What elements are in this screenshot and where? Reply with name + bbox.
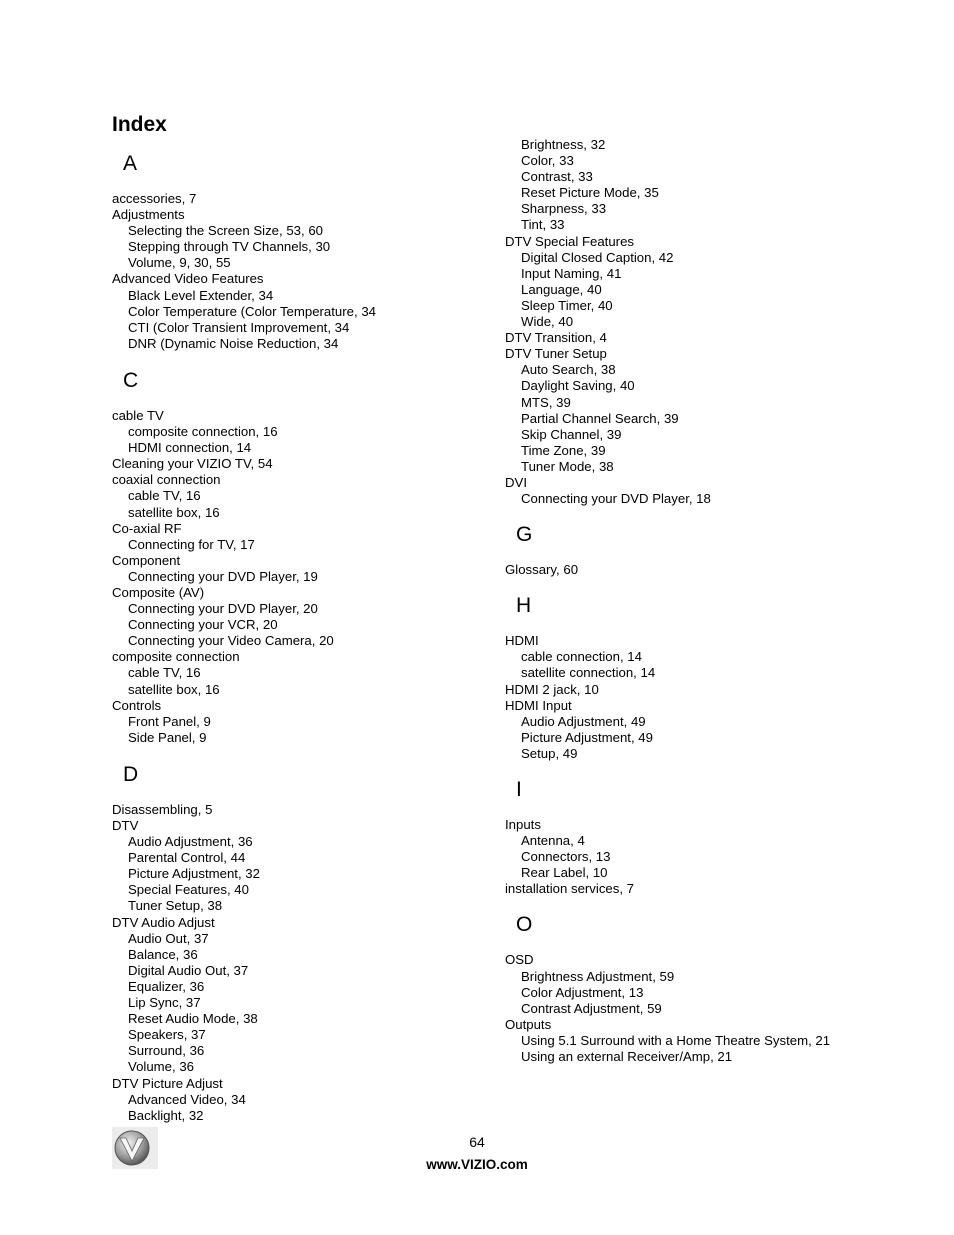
index-entry: HDMI Input (505, 697, 572, 713)
index-subentry: Brightness Adjustment, 59 (521, 968, 675, 984)
index-section (505, 137, 850, 507)
index-subentry: Tuner Setup, 38 (128, 898, 223, 914)
index-subentry: cable TV, 16 (128, 665, 201, 681)
index-entry: accessories, 7 (112, 191, 197, 206)
index-subentry: Side Panel, 9 (128, 729, 207, 745)
index-subentry: Tint, 33 (521, 217, 565, 233)
index-subentry: Audio Adjustment, 36 (128, 834, 253, 850)
index-entry: DVI (505, 474, 527, 490)
index-subentry: Picture Adjustment, 49 (521, 729, 653, 745)
index-subentry: Audio Adjustment, 49 (521, 713, 646, 729)
index-subentry: Balance, 36 (128, 946, 198, 962)
index-subentry: Special Features, 40 (128, 882, 249, 898)
index-entry: Outputs (505, 1016, 552, 1032)
index-subentry: Front Panel, 9 (128, 713, 211, 729)
index-subentry: satellite box, 16 (128, 504, 220, 520)
index-subentry: satellite box, 16 (128, 681, 220, 697)
index-subentry: Connecting for TV, 17 (128, 536, 255, 552)
index-entry: cable TV (112, 407, 164, 423)
section-letter: G (516, 523, 533, 547)
index-subentry: Volume, 9, 30, 55 (128, 255, 231, 271)
index-subentry: DNR (Dynamic Noise Reduction, 34 (128, 335, 339, 351)
index-subentry: Volume, 36 (128, 1059, 194, 1075)
index-subentry: Using 5.1 Surround with a Home Theatre System, 21 (521, 1032, 831, 1048)
section-letter: A (123, 152, 138, 175)
index-section (112, 152, 472, 352)
index-subentry: Color Temperature (Color Temperature, 34 (128, 303, 376, 319)
index-subentry: Connecting your Video Camera, 20 (128, 633, 334, 649)
index-entry: HDMI (505, 633, 539, 649)
index-entry: composite connection (112, 649, 240, 665)
index-entry: HDMI 2 jack, 10 (505, 681, 599, 697)
index-subentry: Lip Sync, 37 (128, 995, 201, 1011)
section-letter: H (516, 594, 532, 618)
index-subentry: Skip Channel, 39 (521, 426, 622, 442)
index-subentry: Audio Out, 37 (128, 930, 209, 946)
index-subentry: cable connection, 14 (521, 649, 642, 665)
index-subentry: Reset Picture Mode, 35 (521, 185, 659, 201)
index-subentry: Connecting your DVD Player, 20 (128, 601, 318, 617)
index-subentry: Time Zone, 39 (521, 442, 606, 458)
index-subentry: Surround, 36 (128, 1043, 205, 1059)
index-section (505, 594, 850, 762)
index-entry: OSD (505, 952, 534, 968)
section-letter: O (516, 913, 533, 937)
index-left-column (112, 152, 472, 1124)
index-entry: DTV Transition, 4 (505, 330, 607, 346)
index-subentry: Wide, 40 (521, 314, 574, 330)
index-section (112, 369, 472, 746)
index-subentry: Setup, 49 (521, 745, 578, 761)
section-letter: C (123, 368, 139, 392)
index-entry: Cleaning your VIZIO TV, 54 (112, 456, 273, 472)
index-subentry: Contrast, 33 (521, 169, 593, 185)
index-section (505, 523, 850, 578)
index-subentry: Partial Channel Search, 39 (521, 410, 679, 426)
index-subentry: Daylight Saving, 40 (521, 378, 635, 394)
index-subentry: cable TV, 16 (128, 488, 201, 504)
index-entry: Co-axial RF (112, 520, 182, 536)
index-subentry: Connecting your DVD Player, 19 (128, 568, 318, 584)
section-letter: I (516, 778, 522, 801)
index-subentry: HDMI connection, 14 (128, 440, 252, 456)
index-entry: installation services, 7 (505, 881, 635, 897)
index-entry: DTV Tuner Setup (505, 346, 607, 362)
index-subentry: Digital Closed Caption, 42 (521, 249, 674, 265)
index-subentry: Contrast Adjustment, 59 (521, 1000, 662, 1016)
index-subentry: Using an external Receiver/Amp, 21 (521, 1049, 733, 1065)
index-subentry: Sharpness, 33 (521, 201, 607, 217)
index-subentry: Connecting your VCR, 20 (128, 617, 278, 633)
index-subentry: Selecting the Screen Size, 53, 60 (128, 223, 324, 239)
index-subentry: satellite connection, 14 (521, 665, 656, 681)
index-subentry: Black Level Extender, 34 (128, 287, 274, 303)
index-subentry: Advanced Video, 34 (128, 1091, 246, 1107)
index-section (505, 913, 850, 1065)
index-subentry: Picture Adjustment, 32 (128, 866, 260, 882)
footer-url: www.VIZIO.com (426, 1157, 528, 1172)
index-entry: DTV Special Features (505, 233, 634, 249)
page-number: 64 (469, 1134, 485, 1150)
index-entry: Advanced Video Features (112, 271, 264, 287)
index-subentry: CTI (Color Transient Improvement, 34 (128, 319, 350, 335)
index-entry: Adjustments (112, 207, 185, 223)
index-subentry: Color, 33 (521, 153, 574, 169)
index-entry: Controls (112, 697, 162, 713)
index-entry: Glossary, 60 (505, 562, 579, 578)
index-entry: Inputs (505, 817, 541, 832)
index-subentry: Brightness, 32 (521, 137, 606, 152)
index-entry: Disassembling, 5 (112, 801, 213, 817)
index-subentry: Equalizer, 36 (128, 978, 205, 994)
index-section (112, 763, 472, 1124)
index-subentry: composite connection, 16 (128, 424, 278, 440)
section-letter: D (123, 762, 139, 786)
index-subentry: Antenna, 4 (521, 833, 585, 849)
index-entry: Component (112, 552, 181, 568)
index-subentry: Sleep Timer, 40 (521, 297, 613, 313)
index-subentry: Parental Control, 44 (128, 850, 246, 866)
index-entry: DTV Audio Adjust (112, 914, 215, 930)
index-subentry: Stepping through TV Channels, 30 (128, 239, 331, 255)
index-entry: DTV (112, 818, 139, 833)
index-subentry: Auto Search, 38 (521, 362, 616, 378)
index-entry: Composite (AV) (112, 584, 205, 600)
index-right-column (505, 137, 850, 1065)
index-subentry: Speakers, 37 (128, 1027, 206, 1043)
index-subentry: Rear Label, 10 (521, 865, 608, 881)
index-subentry: Color Adjustment, 13 (521, 984, 644, 1000)
index-subentry: Tuner Mode, 38 (521, 458, 614, 474)
index-subentry: Connectors, 13 (521, 849, 611, 865)
index-entry: DTV Picture Adjust (112, 1075, 223, 1091)
index-entry: coaxial connection (112, 472, 221, 488)
index-subentry: Language, 40 (521, 281, 602, 297)
page-title: Index (112, 113, 167, 136)
index-subentry: MTS, 39 (521, 394, 571, 410)
index-subentry: Connecting your DVD Player, 18 (521, 491, 711, 507)
index-subentry: Digital Audio Out, 37 (128, 962, 249, 978)
index-subentry: Backlight, 32 (128, 1107, 204, 1123)
index-subentry: Reset Audio Mode, 38 (128, 1011, 258, 1027)
index-section (505, 778, 850, 897)
index-subentry: Input Naming, 41 (521, 265, 622, 281)
